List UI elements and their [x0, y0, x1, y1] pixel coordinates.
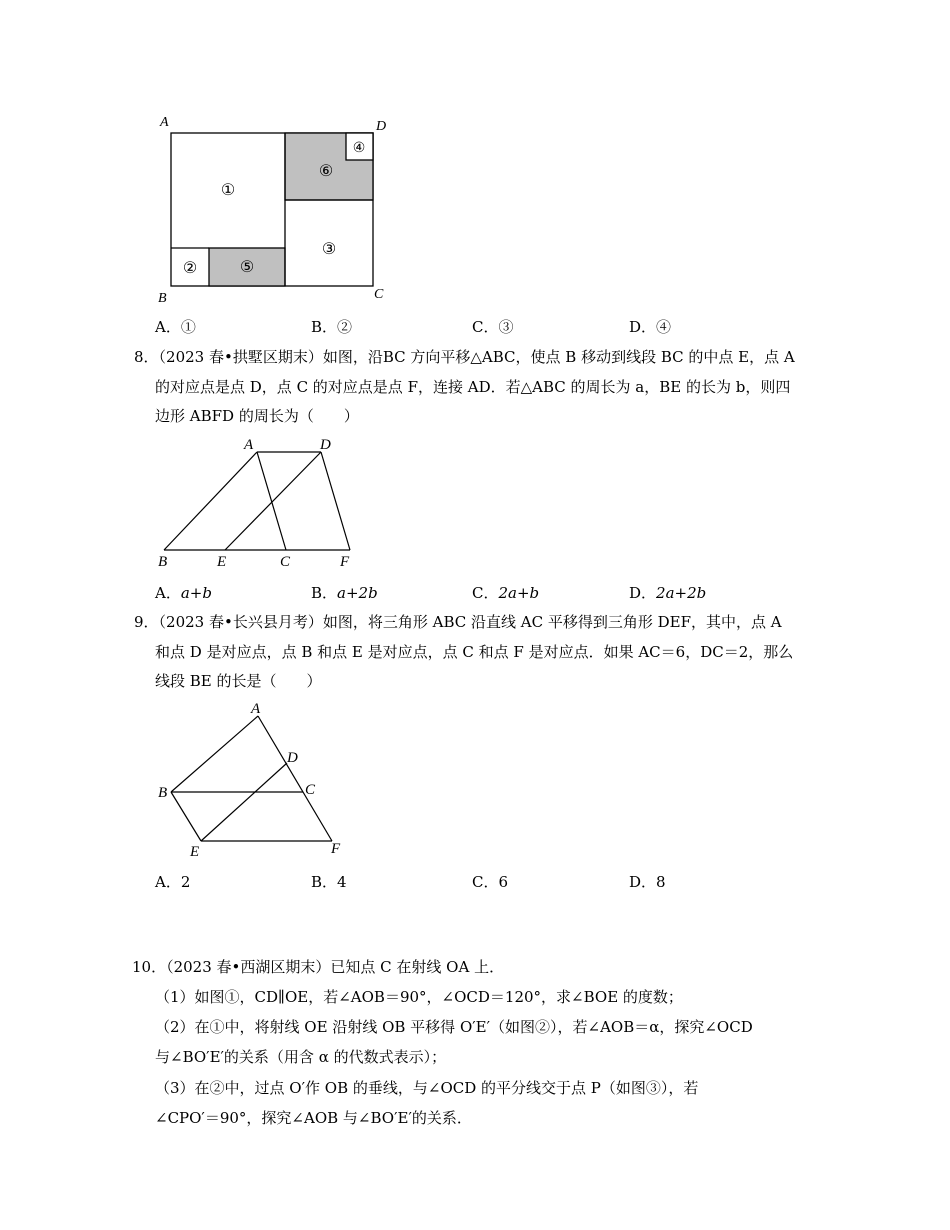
q9-label-B: B — [158, 785, 168, 801]
q8-option-d[interactable]: D．2a+2b — [629, 584, 707, 602]
q7-option-c[interactable]: C．③ — [472, 318, 514, 336]
q8-label-E: E — [217, 554, 227, 570]
q9-option-c[interactable]: C．6 — [472, 873, 509, 891]
q10-line-6: ∠CPO′＝90°，探究∠AOB 与∠BO′E′的关系． — [155, 1109, 472, 1127]
q9-label-A: A — [251, 701, 261, 717]
q9-line-2: 和点 D 是对应点，点 B 和点 E 是对应点，点 C 和点 F 是对应点．如果 AC＝6，DC＝2，那么 — [155, 643, 794, 661]
q9-label-F: F — [331, 841, 341, 857]
region-3-label: ③ — [321, 241, 337, 258]
q8-label-A: A — [244, 437, 254, 453]
q7-figure — [150, 110, 390, 310]
q10-line-3: （2）在①中，将射线 OE 沿射线 OB 平移得 O′E′（如图②），若∠AOB＝α，探究∠OCD — [155, 1018, 753, 1036]
q8-line-1: 8．（2023 春•拱墅区期末）如图，沿BC 方向平移△ABC，使点 B 移动到线段 BC 的中点 E，点 A — [134, 348, 795, 366]
q7-label-A: A — [160, 115, 169, 130]
q8-label-F: F — [340, 554, 350, 570]
q7-option-d[interactable]: D．④ — [629, 318, 672, 336]
q8-figure — [150, 432, 370, 572]
q8-label-B: B — [158, 554, 168, 570]
q9-option-b[interactable]: B．4 — [311, 873, 347, 891]
q8-label-D: D — [320, 437, 331, 453]
region-2-label: ② — [182, 260, 198, 277]
q9-label-C: C — [305, 782, 316, 798]
q10-number: 10． — [132, 958, 167, 976]
q9-number: 9． — [134, 613, 159, 631]
q10-line-5: （3）在②中，过点 O′作 OB 的垂线，与∠OCD 的平分线交于点 P（如图③），若 — [155, 1079, 699, 1097]
q8-option-a[interactable]: A．a+b — [155, 584, 212, 602]
q9-line-3: 线段 BE 的长是（ ） — [155, 672, 322, 690]
q10-line-1: 10．（2023 春•西湖区期末）已知点 C 在射线 OA 上． — [132, 958, 505, 976]
region-4-label: ④ — [352, 141, 366, 156]
q7-option-b[interactable]: B．② — [311, 318, 353, 336]
q7-label-B: B — [158, 291, 167, 306]
q8-label-C: C — [280, 554, 291, 570]
region-1-label: ① — [220, 182, 236, 199]
q10-line-2: （1）如图①，CD∥OE，若∠AOB＝90°，∠OCD＝120°，求∠BOE 的度数； — [155, 988, 683, 1006]
q9-option-a[interactable]: A．2 — [155, 873, 191, 891]
q10-line-4: 与∠BO′E′的关系（用含 α 的代数式表示）； — [155, 1048, 447, 1066]
q8-option-b[interactable]: B．a+2b — [311, 584, 378, 602]
q8-option-c[interactable]: C．2a+b — [472, 584, 540, 602]
q9-label-D: D — [287, 750, 298, 766]
q9-line-1: 9．（2023 春•长兴县月考）如图，将三角形 ABC 沿直线 AC 平移得到三角形 DEF，其中，点 A — [134, 613, 782, 631]
q9-label-E: E — [190, 844, 200, 860]
q8-line-2: 的对应点是点 D，点 C 的对应点是点 F，连接 AD．若△ABC 的周长为 a，BE 的长为 b，则四 — [155, 378, 791, 396]
q7-label-C: C — [374, 287, 384, 302]
q8-line-3: 边形 ABFD 的周长为（ ） — [155, 407, 359, 425]
q7-option-a[interactable]: A．① — [155, 318, 196, 336]
q9-figure — [150, 698, 360, 863]
region-5-label: ⑤ — [239, 259, 255, 276]
q8-number: 8． — [134, 348, 159, 366]
region-6-label: ⑥ — [318, 163, 334, 180]
q9-option-d[interactable]: D．8 — [629, 873, 666, 891]
q7-label-D: D — [376, 119, 387, 134]
